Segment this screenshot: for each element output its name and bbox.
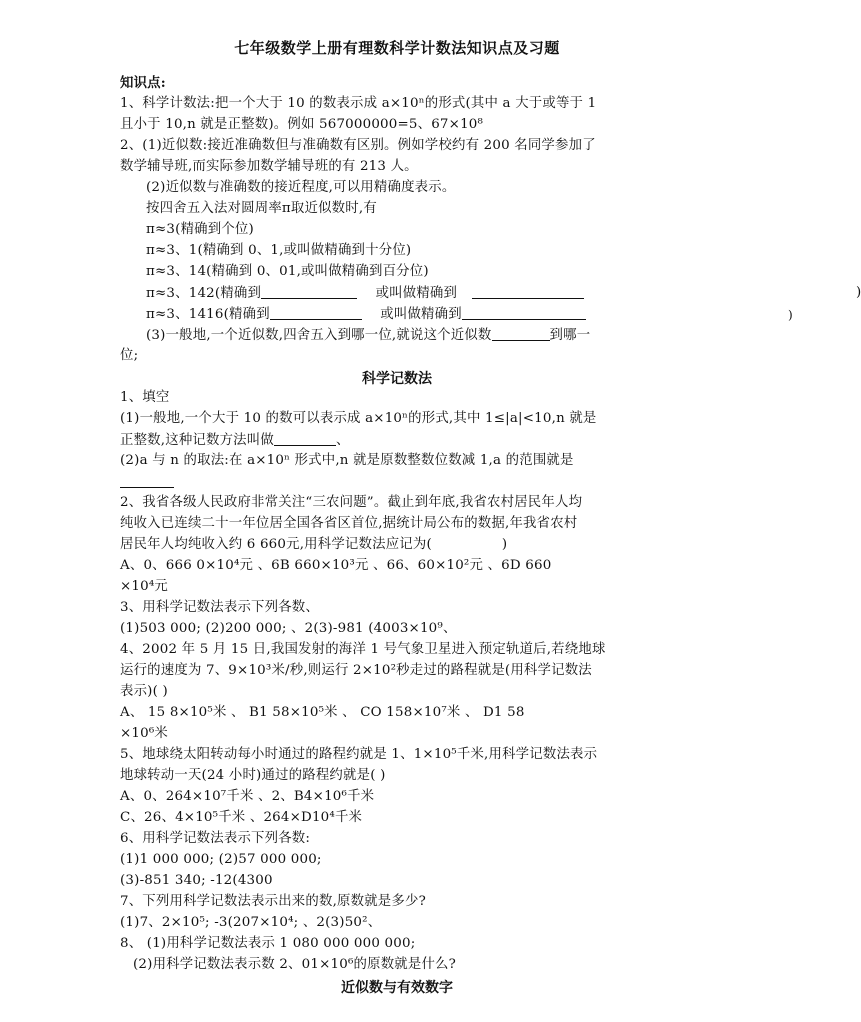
question-heading: 5、地球绕太阳转动每小时通过的路程约就是 1、1×10⁵千米,用科学记数法表示 xyxy=(120,747,598,762)
text-line: 且小于 10,n 就是正整数)。例如 567000000=5、67×10⁸ xyxy=(120,117,484,132)
text-line: π≈3(精确到个位) xyxy=(146,222,254,237)
section-title: 近似数与有效数字 xyxy=(341,980,453,996)
text-segment: 居民年人均纯收入约 6 660元,用科学记数法应记为( xyxy=(120,537,432,552)
text-line: (1)7、2×10⁵; -3(207×10⁴; 、2(3)50²、 xyxy=(120,915,382,930)
text-line-with-blanks xyxy=(120,431,680,450)
text-line: (1)503 000; (2)200 000; 、2(3)-981 (4003×10⁹、 xyxy=(120,621,457,636)
answer-blank-line xyxy=(120,473,680,492)
text-segment: ) xyxy=(501,537,508,552)
text-line: 表示)( ) xyxy=(120,684,168,699)
answer-blank xyxy=(261,284,357,299)
text-line: (2)用科学记数法表示数 2、01×10⁶的原数就是什么? xyxy=(133,957,457,972)
option-line: A、 15 8×10⁵米 、 B1 58×10⁵米 、 CO 158×10⁷米 、 D1 58 xyxy=(120,705,525,720)
text-line: 1、科学计数法:把一个大于 10 的数表示成 a×10ⁿ的形式(其中 a 大于或等于 1 xyxy=(120,96,597,111)
answer-blank xyxy=(492,326,550,341)
text-line: (2)a 与 n 的取法:在 a×10ⁿ 形式中,n 就是原数整数位数减 1,a 的范围就是 xyxy=(120,453,574,468)
text-line: 位; xyxy=(120,348,139,363)
text-line: (1)1 000 000; (2)57 000 000; xyxy=(120,852,322,867)
page-edge-mark: ) xyxy=(788,308,793,322)
section-title: 科学记数法 xyxy=(362,371,432,387)
answer-blank xyxy=(120,473,174,488)
text-line-with-blanks xyxy=(146,284,861,303)
text-line: 2、(1)近似数:接近准确数但与准确数有区别。例如学校约有 200 名同学参加了 xyxy=(120,138,596,153)
answer-blank xyxy=(274,431,336,446)
text-segment: (3)一般地,一个近似数,四舍五入到哪一位,就说这个近似数 xyxy=(146,328,492,343)
question-heading: 3、用科学记数法表示下列各数、 xyxy=(120,600,319,615)
question-heading: 8、 (1)用科学记数法表示 1 080 000 000 000; xyxy=(120,936,416,951)
text-segment: 到哪一 xyxy=(549,328,591,343)
text-line: π≈3、14(精确到 0、01,或叫做精确到百分位) xyxy=(146,264,429,279)
text-line: (2)近似数与准确数的接近程度,可以用精确度表示。 xyxy=(146,180,456,195)
question-heading: 7、下列用科学记数法表示出来的数,原数就是多少? xyxy=(120,894,426,909)
text-segment: 或叫做精确到 xyxy=(375,286,458,301)
text-segment: 或叫做精确到 xyxy=(380,307,462,322)
text-segment: ) xyxy=(856,285,861,300)
text-line-with-blanks xyxy=(120,536,680,554)
text-line: 数学辅导班,而实际参加数学辅导班的有 213 人。 xyxy=(120,159,418,174)
question-heading: 6、用科学记数法表示下列各数: xyxy=(120,831,311,846)
text-line: 纯收入已连续二十一年位居全国各省区首位,据统计局公布的数据,年我省农村 xyxy=(120,516,578,531)
text-segment: 、 xyxy=(335,433,350,448)
answer-blank xyxy=(472,284,584,299)
text-line-with-blanks xyxy=(146,326,706,345)
text-line: π≈3、1(精确到 0、1,或叫做精确到十分位) xyxy=(146,243,412,258)
text-segment: π≈3、1416(精确到 xyxy=(146,307,270,322)
knowledge-heading: 知识点: xyxy=(120,75,166,91)
answer-blank xyxy=(462,305,586,320)
text-line: 按四舍五入法对圆周率π取近似数时,有 xyxy=(146,201,377,216)
document-title: 七年级数学上册有理数科学计数法知识点及习题 xyxy=(234,39,560,57)
text-line: 地球转动一天(24 小时)通过的路程约就是( ) xyxy=(120,768,386,783)
question-heading: 2、我省各级人民政府非常关注“三农问题”。截止到年底,我省农村居民年人均 xyxy=(120,495,583,510)
text-line-with-blanks xyxy=(146,305,706,324)
option-line: A、0、264×10⁷千米 、2、B4×10⁶千米 xyxy=(120,789,375,804)
text-line: 运行的速度为 7、9×10³米/秒,则运行 2×10²秒走过的路程就是(用科学记数法 xyxy=(120,663,592,678)
option-line: A、0、666 0×10⁴元 、6B 660×10³元 、66、60×10²元 、6D 660 xyxy=(120,558,552,573)
text-line: (1)一般地,一个大于 10 的数可以表示成 a×10ⁿ的形式,其中 1≤|a|<10,n 就是 xyxy=(120,411,597,426)
question-heading: 4、2002 年 5 月 15 日,我国发射的海洋 1 号气象卫星进入预定轨道后,若绕地球 xyxy=(120,642,606,657)
question-heading: 1、填空 xyxy=(120,390,170,405)
option-line: ×10⁶米 xyxy=(120,726,169,741)
text-segment: 正整数,这种记数方法叫做 xyxy=(120,433,274,448)
answer-blank xyxy=(270,305,362,320)
text-line: (3)-851 340; -12(4300 xyxy=(120,873,273,888)
option-line: ×10⁴元 xyxy=(120,579,169,594)
text-segment: π≈3、142(精确到 xyxy=(146,286,262,301)
option-line: C、26、4×10⁵千米 、264×D10⁴千米 xyxy=(120,810,363,825)
